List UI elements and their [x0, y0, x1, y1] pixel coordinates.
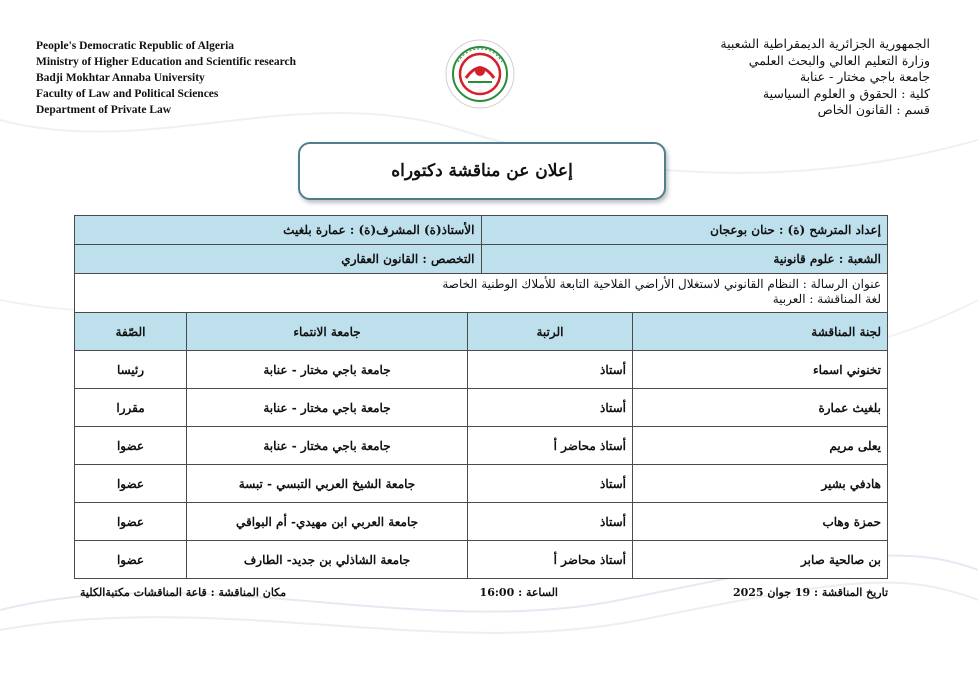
header-line: Faculty of Law and Political Sciences: [36, 88, 219, 100]
header-english: [36, 38, 416, 118]
header-line: جامعة باجي مختار - عنابة: [799, 69, 930, 84]
thesis-info: [74, 273, 888, 312]
header-rank: الرتبة: [468, 313, 633, 351]
table-row: [75, 503, 888, 541]
university-seal-icon: [444, 38, 516, 110]
branch-cell: الشعبة : علوم قانونية: [482, 245, 888, 273]
member-name: بلغيث عمارة: [633, 389, 888, 427]
member-rank: أستاذ: [468, 351, 633, 389]
member-university: جامعة باجي مختار - عنابة: [187, 389, 468, 427]
member-role: عضوا: [75, 465, 187, 503]
member-name: حمزة وهاب: [633, 503, 888, 541]
member-name: بن صالحية صابر: [633, 541, 888, 579]
thesis-title: عنوان الرسالة : النظام القانوني لاستغلال الأراضي الفلاحية التابعة للأملاك الوطنية الخاصة: [442, 277, 881, 291]
member-role: عضوا: [75, 541, 187, 579]
specialty-cell: التخصص : القانون العقاري: [75, 245, 482, 273]
member-university: جامعة الشيخ العربي التبسي - تبسة: [187, 465, 468, 503]
table-row: [75, 427, 888, 465]
table-header-row: [75, 313, 888, 351]
supervisor-cell: الأستاذ(ة) المشرف(ة) : عمارة بلغيث: [75, 216, 482, 244]
table-row: [75, 389, 888, 427]
member-role: مقررا: [75, 389, 187, 427]
table-row: [75, 351, 888, 389]
header-line: Ministry of Higher Education and Scientific research: [36, 56, 297, 68]
defense-place: مكان المناقشة : قاعة المناقشات مكتبةالكلية: [80, 586, 287, 599]
header-line: People's Democratic Republic of Algeria: [36, 40, 235, 52]
candidate-cell: إعداد المترشح (ة) : حنان بوعجان: [482, 216, 888, 244]
announcement-title: إعلان عن مناقشة دكتوراه: [298, 142, 666, 200]
member-name: هادفي بشير: [633, 465, 888, 503]
announcement-sheet: [74, 215, 888, 579]
defense-time: الساعة : 16:00: [479, 586, 558, 599]
header-line: كلية : الحقوق و العلوم السياسية: [762, 85, 930, 101]
member-rank: أستاذ: [468, 389, 633, 427]
member-role: عضوا: [75, 427, 187, 465]
header-line: وزارة التعليم العالي والبحث العلمي: [748, 52, 930, 68]
header-university: جامعة الانتماء: [187, 313, 468, 351]
member-name: يعلى مريم: [633, 427, 888, 465]
member-name: تخنوني اسماء: [633, 351, 888, 389]
table-row: [75, 541, 888, 579]
member-university: جامعة باجي مختار - عنابة: [187, 351, 468, 389]
defense-date: تاريخ المناقشة : 19 جوان 2025: [732, 586, 888, 599]
header-line: Badji Mokhtar Annaba University: [36, 72, 205, 84]
member-role: رئيسا: [75, 351, 187, 389]
member-university: جامعة باجي مختار - عنابة: [187, 427, 468, 465]
table-row: [75, 465, 888, 503]
header-name: لجنة المناقشة: [633, 313, 888, 351]
thesis-language: لغة المناقشة : العربية: [772, 292, 881, 306]
footer-info: [80, 586, 888, 604]
header-line: Department of Private Law: [36, 104, 172, 116]
member-rank: أستاذ محاضر أ: [468, 541, 633, 579]
header-role: الصّفة: [75, 313, 187, 351]
member-rank: أستاذ: [468, 465, 633, 503]
header-arabic: [570, 36, 930, 119]
header-line: قسم : القانون الخاص: [817, 102, 930, 117]
member-university: جامعة العربي ابن مهيدي- أم البواقي: [187, 503, 468, 541]
info-row-people: [74, 215, 888, 244]
member-rank: أستاذ محاضر أ: [468, 427, 633, 465]
member-role: عضوا: [75, 503, 187, 541]
info-row-branch: [74, 244, 888, 273]
committee-table: [74, 312, 888, 579]
member-university: جامعة الشاذلي بن جديد- الطارف: [187, 541, 468, 579]
member-rank: أستاذ: [468, 503, 633, 541]
header-line: الجمهورية الجزائرية الديمقراطية الشعبية: [720, 36, 930, 51]
